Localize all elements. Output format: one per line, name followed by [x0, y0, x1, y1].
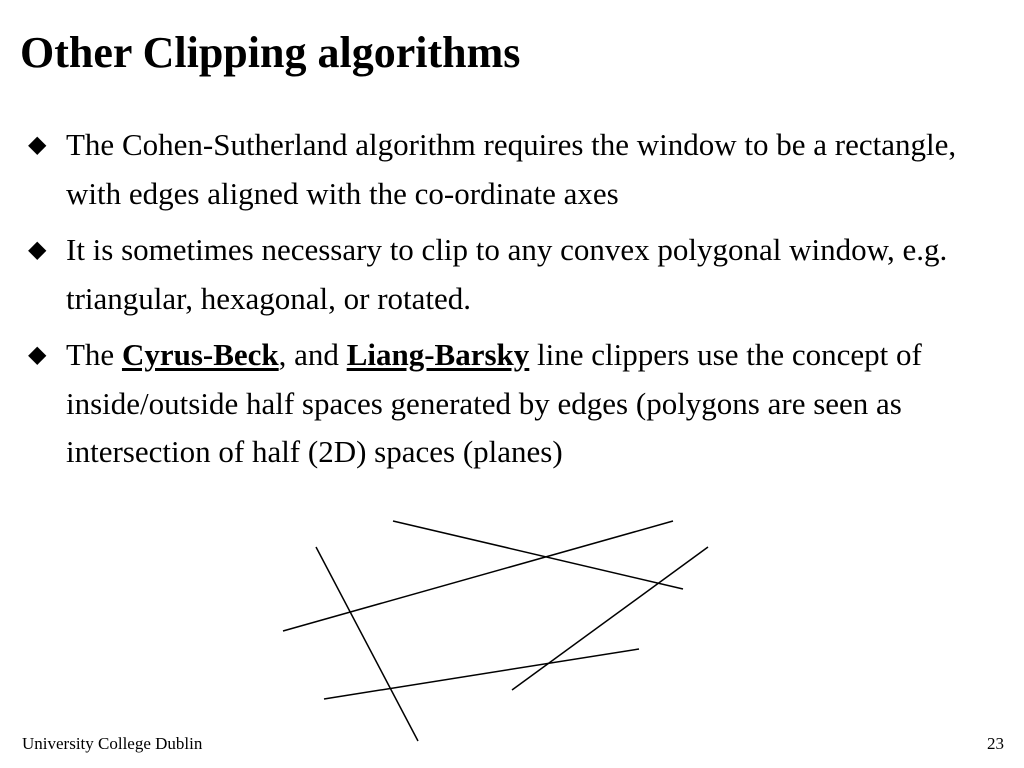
liang-barsky-term: Liang-Barsky — [346, 337, 530, 372]
slide-number: 23 — [987, 734, 1004, 753]
diamond-icon: ◆ — [28, 342, 47, 368]
cyrus-beck-term: Cyrus-Beck — [121, 337, 279, 372]
line-segment — [324, 649, 639, 699]
bullet-text-middle: , and — [278, 337, 347, 372]
bullet-text-suffix: line clippers use the concept of inside/outside half spaces generated by edges (polygons are seen as intersection of half (2D) spaces (planes) — [66, 337, 922, 469]
bullet-text: It is sometimes necessary to clip to any convex polygonal window, e.g. triangular, hexagonal, or rotated. — [66, 232, 948, 316]
bullet-text: The Cohen-Sutherland algorithm requires the window to be a rectangle, with edges aligned with the co-ordinate axes — [66, 127, 957, 211]
line-segment — [512, 547, 708, 690]
footer-institution: University College Dublin — [22, 734, 203, 753]
bullet-text-prefix: The — [66, 337, 122, 372]
diamond-icon: ◆ — [28, 132, 47, 158]
diamond-icon: ◆ — [28, 237, 47, 263]
slide-title: Other Clipping algorithms — [20, 28, 521, 77]
line-segment — [316, 547, 418, 741]
